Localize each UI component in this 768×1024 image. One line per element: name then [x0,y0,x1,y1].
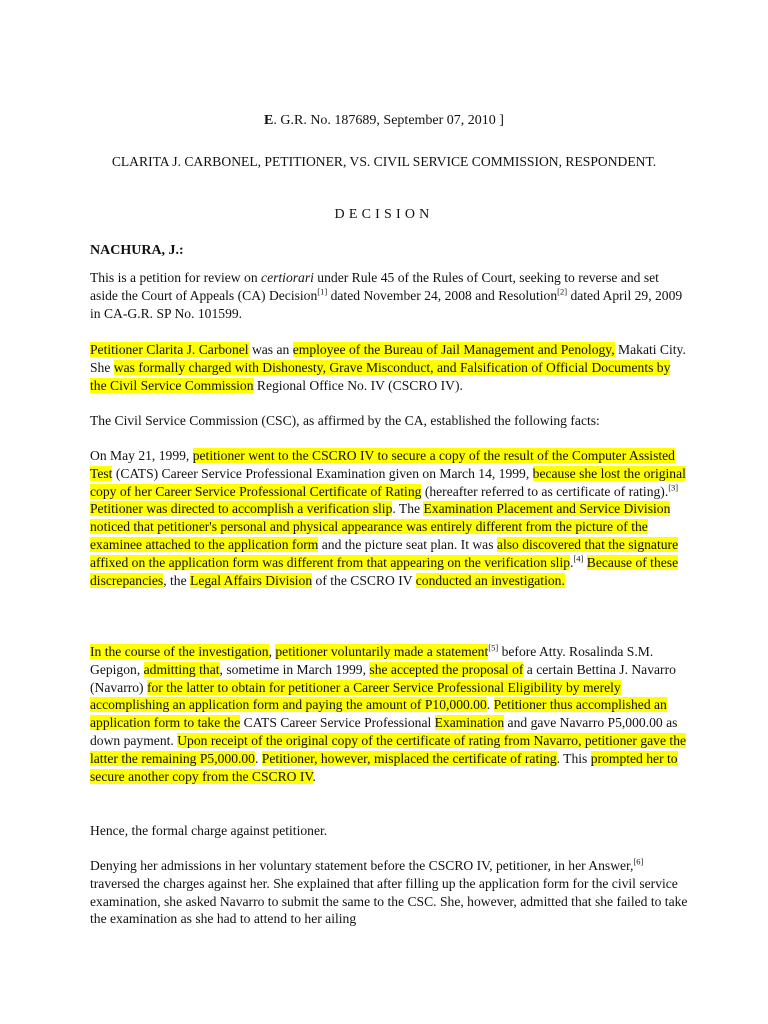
highlighted-text: Petitioner thus accomplished an application form to take the [90,697,667,731]
text-run: Denying her admissions in her voluntary statement before the CSCRO IV, petitioner, in her Answer, [90,858,634,873]
paragraph [90,341,690,394]
text-run: traversed the charges against her. She explained that after filling up the application form for the civil service examination, she asked Navarro to submit the same to the CSC. She, however, admitted that she failed to take the examination as she had to attend to her ailing [90,875,688,927]
text-run: of the CSCRO IV [312,572,416,588]
paragraph [90,643,690,785]
text-run: Hence, the formal charge against petitioner. [90,823,328,838]
italic-text: certiorari [261,270,314,285]
highlighted-text: Because of these discrepancies [90,554,679,588]
paragraph [90,857,690,928]
text-run: On May 21, 1999, [90,448,193,463]
text-run: . The [392,501,424,517]
footnote-ref: [1] [317,286,328,297]
text-run: a certain Bettina J. Navarro (Navarro) [90,661,676,695]
highlighted-text: was formally charged with Dishonesty, Grave Misconduct, and Falsification of Official Documents by the Civil Service Commission [90,359,671,393]
text-run: was an [248,342,293,357]
highlighted-text: also discovered that the signature affixed on the application form was different from that appearing on the verification slip [90,536,679,570]
case-number-prefix: E [264,113,274,128]
highlighted-text: admitting that [143,661,220,677]
text-run: Makati City. She [90,342,686,375]
case-number [0,112,768,130]
footnote-ref: [5] [488,642,499,653]
paragraph [90,412,690,430]
footnote-ref: [2] [557,286,568,297]
highlighted-text: petitioner went to the CSCRO IV to secure a copy of the result of the Computer Assisted Test [90,448,675,481]
paragraph [90,269,690,322]
highlighted-text: Petitioner, however, misplaced the certificate of rating [261,750,557,766]
case-number-text: . G.R. No. 187689, September 07, 2010 ] [273,113,504,128]
highlighted-text: she accepted the proposal of [369,661,524,677]
paragraph [90,822,690,840]
text-run: dated November 24, 2008 and Resolution [327,287,558,303]
footnote-ref: [3] [668,482,679,493]
highlighted-text: for the latter to obtain for petitioner a Career Service Professional Eligibility by merely accomplishing an application form and paying the amount of P10,000.00 [90,679,621,713]
text-run: dated April 29, 2009 in CA-G.R. SP No. 101599. [90,287,683,321]
highlighted-text: prompted her to secure another copy from the CSCRO IV [90,750,678,784]
highlighted-text: because she lost the original copy of her Career Service Professional Certificate of Rating [90,465,686,499]
text-run: and the picture seat plan. It was [318,536,497,552]
text-run: . [312,768,316,784]
text-run: CATS Career Service Professional [240,715,435,731]
highlighted-text: Petitioner Clarita J. Carbonel [90,342,249,357]
text-run: and gave Navarro P5,000.00 as down payment. [90,715,678,748]
decision-heading: DECISION [334,207,434,222]
highlighted-text: In the course of the investigation [90,644,269,659]
text-run: . [254,750,262,766]
footnote-ref: [6] [633,856,644,867]
text-run: This is a petition for review on [90,270,262,285]
highlighted-text: petitioner voluntarily made a statement [275,644,489,659]
highlighted-text: Examination Placement and Service Division noticed that petitioner's personal and physical appearance was entirely different from the picture of the examinee attached to the application form [90,501,671,552]
text-run: . [570,554,574,570]
footnote-ref: [4] [573,553,584,564]
text-run: (hereafter referred to as certificate of rating). [421,483,669,499]
highlighted-text: Upon receipt of the original copy of the certificate of rating from Navarro, petitioner gave the latter the remaining P5,000.00 [90,732,687,766]
paragraph [90,447,690,589]
text-run: under Rule 45 of the Rules of Court, seeking to reverse and set aside the Court of Appeals (CA) Decision [90,270,659,303]
text-run: . [486,697,494,713]
text-run: . This [556,750,591,766]
text-run: , the [163,572,191,588]
text-run: The Civil Service Commission (CSC), as affirmed by the CA, established the following facts: [90,413,600,428]
case-parties: CLARITA J. CARBONEL, PETITIONER, VS. CIVIL SERVICE COMMISSION, RESPONDENT. [111,154,657,169]
text-run: , sometime in March 1999, [219,661,370,677]
ponente: NACHURA, J.: [90,243,184,258]
text-run: (CATS) Career Service Professional Examination given on March 14, 1999, [112,465,533,481]
text-run: Regional Office No. IV (CSCRO IV). [253,377,463,393]
highlighted-text: Examination [434,715,505,731]
highlighted-text: conducted an investigation. [415,572,565,588]
highlighted-text: Petitioner was directed to accomplish a verification slip [90,501,393,517]
text-run: before Atty. Rosalinda S.M. Gepigon, [90,644,654,677]
highlighted-text: employee of the Bureau of Jail Management and Penology, [292,342,615,357]
highlighted-text: Legal Affairs Division [190,572,313,588]
text-run: , [268,644,276,659]
